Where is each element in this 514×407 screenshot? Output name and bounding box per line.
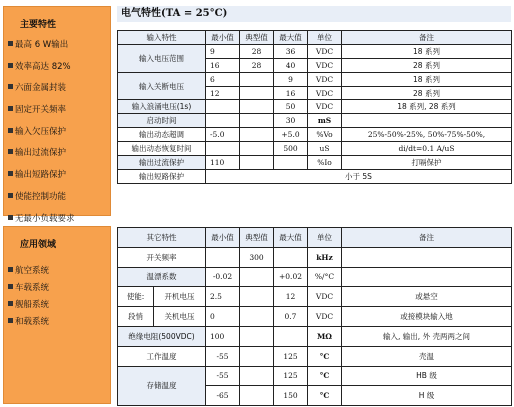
cell [240, 72, 274, 86]
cell [342, 114, 512, 128]
bullet-icon [8, 63, 13, 68]
cell: 40 [274, 58, 308, 72]
cell: -5.0 [206, 128, 240, 142]
table-row [118, 169, 512, 183]
row-label: 温漂系数 [118, 267, 206, 287]
row-label: 输入浪涌电压(1s) [118, 100, 206, 114]
cell: 500 [274, 142, 308, 156]
cell: %Vo [308, 128, 342, 142]
cell: 12 [206, 86, 240, 100]
row-label: 输出动态超调 [118, 128, 206, 142]
cell: VDC [308, 58, 342, 72]
bullet-icon [8, 215, 13, 220]
row-label: 段悄 [118, 307, 154, 327]
cell: 0 [206, 307, 240, 327]
cell [342, 247, 512, 267]
cell [274, 156, 308, 170]
row-label: 输入电压范围 [118, 44, 206, 72]
cell: 16 [274, 86, 308, 100]
cell: 150 [274, 386, 308, 406]
header-cell: 典型值 [240, 31, 274, 45]
list-item: 效率高达 82% [4, 57, 110, 79]
bullet-icon [8, 106, 13, 111]
cell: di/dt=0.1 A/uS [342, 142, 512, 156]
table-row [118, 326, 512, 346]
cell: 壳温 [342, 346, 512, 366]
cell [240, 128, 274, 142]
header-cell: 最大值 [274, 228, 308, 248]
cell: H 级 [342, 386, 512, 406]
electrical-title: 电气特性(TA = 25°C) [117, 6, 511, 22]
cell: 输入, 输出, 外 壳两两之间 [342, 326, 512, 346]
cell: 28 系列 [342, 58, 512, 72]
cell: 125 [274, 366, 308, 386]
bullet-icon [8, 149, 13, 154]
bullet-icon [8, 301, 13, 306]
header-cell: 典型值 [240, 228, 274, 248]
row-label: 输入关断电压 [118, 72, 206, 100]
table-row [118, 307, 512, 327]
list-item: 输入欠压保护 [4, 122, 110, 144]
header-cell: 单位 [308, 31, 342, 45]
cell: 110 [206, 156, 240, 170]
cell: 125 [274, 346, 308, 366]
cell [240, 287, 274, 307]
cell [240, 142, 274, 156]
list-item: 输出短路保护 [4, 165, 110, 187]
table-row [118, 142, 512, 156]
cell: 9 [206, 44, 240, 58]
cell: 打嗝保护 [342, 156, 512, 170]
table-row [118, 128, 512, 142]
cell [240, 386, 274, 406]
bullet-icon [8, 284, 13, 289]
bullet-icon [8, 318, 13, 323]
cell: 18 系列, 28 系列 [342, 100, 512, 114]
cell: VDC [308, 100, 342, 114]
cell: 28 系列 [342, 86, 512, 100]
header-cell: 最小值 [206, 31, 240, 45]
electrical-table [117, 30, 512, 184]
cell: 100 [206, 326, 240, 346]
list-item: 航空系统 [4, 263, 110, 280]
cell [240, 346, 274, 366]
cell: 28 [240, 58, 274, 72]
bullet-icon [8, 171, 13, 176]
cell: -0.02 [206, 267, 240, 287]
table-row [118, 346, 512, 366]
list-item: 六面金属封装 [4, 78, 110, 100]
header-cell: 单位 [308, 228, 342, 248]
row-label: 启动时间 [118, 114, 206, 128]
table-row [118, 366, 512, 386]
features-panel [3, 6, 111, 224]
table-row [118, 156, 512, 170]
list-item: 使能控制功能 [4, 187, 110, 209]
cell: VDC [308, 287, 342, 307]
cell [206, 247, 240, 267]
cell [342, 267, 512, 287]
cell: 小于 5S [206, 169, 512, 183]
other-table [117, 227, 512, 406]
cell: °C [308, 346, 342, 366]
cell [240, 307, 274, 327]
cell: VDC [308, 307, 342, 327]
cell: 或悬空 [342, 287, 512, 307]
cell: 28 [240, 44, 274, 58]
applications-panel [3, 226, 111, 404]
cell: 300 [240, 247, 274, 267]
row-label: 使能: [118, 287, 154, 307]
row-label: 输出动态恢复时间 [118, 142, 206, 156]
table-row [118, 114, 512, 128]
list-item: 和载系统 [4, 314, 110, 331]
list-item: 最高 6 W输出 [4, 35, 110, 57]
bullet-icon [8, 84, 13, 89]
cell [274, 247, 308, 267]
table-header-row [118, 31, 512, 45]
cell: 6 [206, 72, 240, 86]
row-label: 绝缘电阻(500VDC) [118, 326, 206, 346]
cell: -65 [206, 386, 240, 406]
table-row [118, 72, 512, 86]
features-title: 主要特性 [20, 20, 57, 30]
cell: 18 系列 [342, 72, 512, 86]
bullet-icon [8, 267, 13, 272]
cell [240, 326, 274, 346]
bullet-icon [8, 41, 13, 46]
header-cell: 最大值 [274, 31, 308, 45]
cell: 或接模块输入地 [342, 307, 512, 327]
list-item: 无最小负载要求 [4, 209, 110, 231]
cell: 12 [274, 287, 308, 307]
header-cell: 其它特性 [118, 228, 206, 248]
cell [206, 100, 240, 114]
cell [240, 86, 274, 100]
cell: +5.0 [274, 128, 308, 142]
cell: °C [308, 366, 342, 386]
row-label: 输出短路保护 [118, 169, 206, 183]
cell: 16 [206, 58, 240, 72]
table-row [118, 287, 512, 307]
applications-list [4, 263, 110, 331]
row-label: 关机电压 [154, 307, 206, 327]
cell: 50 [274, 100, 308, 114]
cell: %/°C [308, 267, 342, 287]
cell [206, 142, 240, 156]
row-label: 存储温度 [118, 366, 206, 406]
features-list [4, 35, 110, 230]
header-cell: 输入特性 [118, 31, 206, 45]
cell: -55 [206, 366, 240, 386]
cell: mS [308, 114, 342, 128]
list-item: 输出过流保护 [4, 143, 110, 165]
list-item: 舰船系统 [4, 297, 110, 314]
header-cell: 备注 [342, 31, 512, 45]
header-cell: 最小值 [206, 228, 240, 248]
cell: VDC [308, 44, 342, 58]
cell [274, 326, 308, 346]
table-header-row [118, 228, 512, 248]
cell [240, 267, 274, 287]
list-item: 车载系统 [4, 280, 110, 297]
table-row [118, 247, 512, 267]
list-item: 固定开关频率 [4, 100, 110, 122]
table-row [118, 44, 512, 58]
cell [240, 156, 274, 170]
cell: 2.5 [206, 287, 240, 307]
bullet-icon [8, 128, 13, 133]
cell: 25%-50%-25%, 50%-75%-50%, [342, 128, 512, 142]
bullet-icon [8, 193, 13, 198]
cell: 9 [274, 72, 308, 86]
cell: 18 系列 [342, 44, 512, 58]
cell [240, 366, 274, 386]
cell [240, 100, 274, 114]
cell: kHz [308, 247, 342, 267]
row-label: 开关频率 [118, 247, 206, 267]
cell [240, 114, 274, 128]
cell: HB 级 [342, 366, 512, 386]
cell: VDC [308, 72, 342, 86]
cell: MΩ [308, 326, 342, 346]
cell: 30 [274, 114, 308, 128]
cell: uS [308, 142, 342, 156]
table-row [118, 267, 512, 287]
cell: +0.02 [274, 267, 308, 287]
applications-title: 应用领域 [20, 240, 57, 250]
cell: VDC [308, 86, 342, 100]
cell [206, 114, 240, 128]
cell: 0.7 [274, 307, 308, 327]
cell: %Io [308, 156, 342, 170]
row-label: 开机电压 [154, 287, 206, 307]
cell: -55 [206, 346, 240, 366]
row-label: 工作温度 [118, 346, 206, 366]
cell: °C [308, 386, 342, 406]
cell: 36 [274, 44, 308, 58]
row-label: 输出过流保护 [118, 156, 206, 170]
header-cell: 备注 [342, 228, 512, 248]
table-row [118, 100, 512, 114]
